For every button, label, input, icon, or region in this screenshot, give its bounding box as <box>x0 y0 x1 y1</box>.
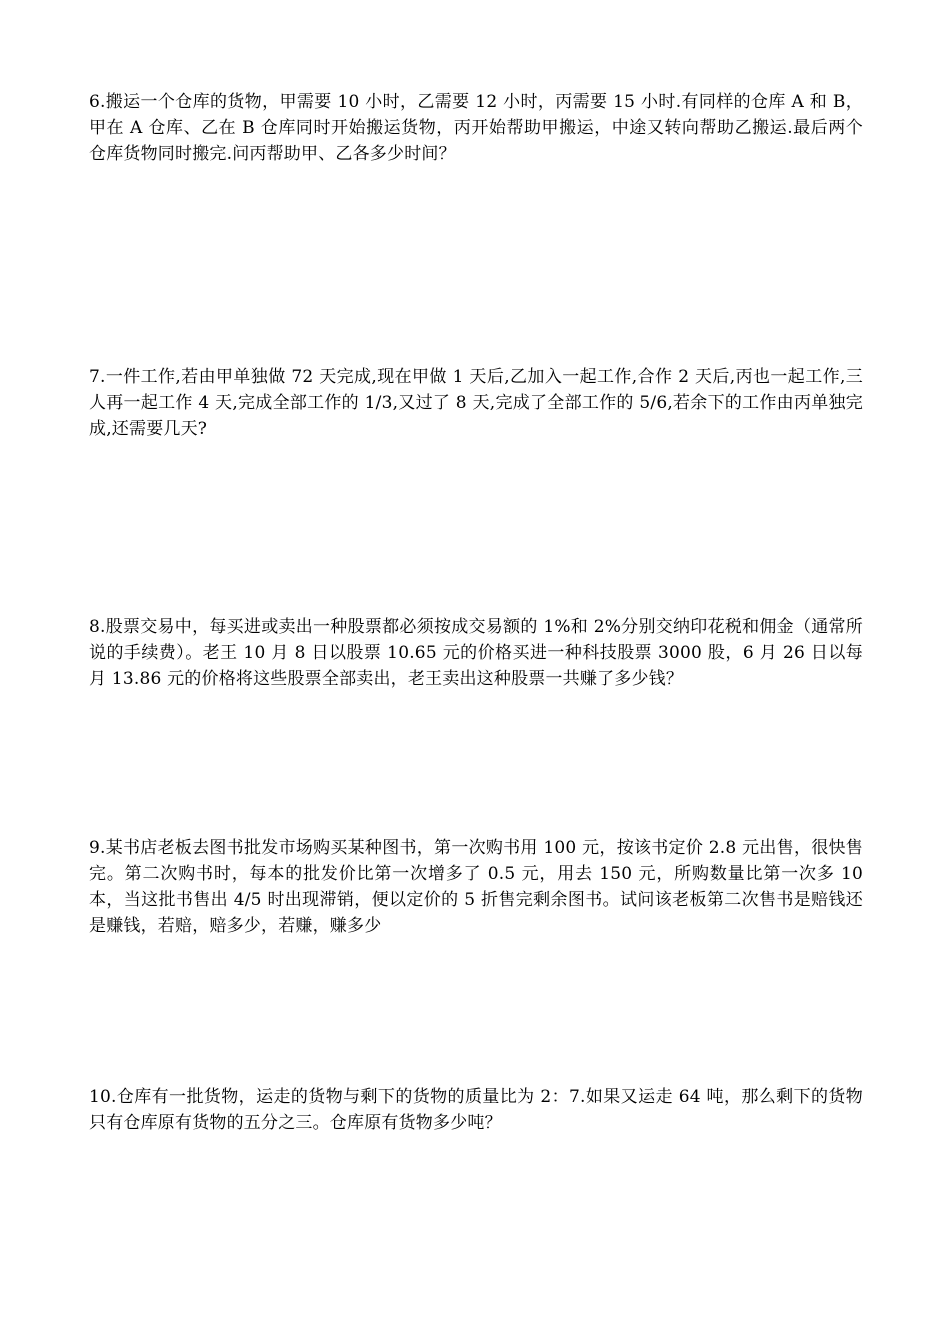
question-10: 10.仓库有一批货物，运走的货物与剩下的货物的质量比为 2：7.如果又运走 64 吨，那么剩下的货物只有仓库原有货物的五分之三。仓库原有货物多少吨？ <box>89 1087 863 1133</box>
question-7: 7.一件工作,若由甲单独做 72 天完成,现在甲做 1 天后,乙加入一起工作,合作 2 天后,丙也一起工作,三人再一起工作 4 天,完成全部工作的 1/3,又过了 8 天,完成了全部工作的 5/6,若余下的工作由丙单独完成,还需要几天? <box>89 367 863 439</box>
question-8: 8.股票交易中，每买进或卖出一种股票都必须按成交易额的 1%和 2%分别交纳印花税和佣金（通常所说的手续费）。老王 10 月 8 日以股票 10.65 元的价格买进一种科技股票 3000 股，6 月 26 日以每月 13.86 元的价格将这些股票全部卖出，老王卖出这种股票一共赚了多少钱？ <box>89 617 863 689</box>
question-6: 6.搬运一个仓库的货物，甲需要 10 小时，乙需要 12 小时，丙需要 15 小时.有同样的仓库 A 和 B，甲在 A 仓库、乙在 B 仓库同时开始搬运货物，丙开始帮助甲搬运，中途又转向帮助乙搬运.最后两个仓库货物同时搬完.问丙帮助甲、乙各多少时间？ <box>89 92 863 164</box>
question-9: 9.某书店老板去图书批发市场购买某种图书，第一次购书用 100 元，按该书定价 2.8 元出售，很快售完。第二次购书时，每本的批发价比第一次增多了 0.5 元，用去 150 元，所购数量比第一次多 10 本，当这批书售出 4/5 时出现滞销，便以定价的 5 折售完剩余图书。试问该老板第二次售书是赔钱还是赚钱，若赔，赔多少，若赚，赚多少 <box>89 838 863 936</box>
